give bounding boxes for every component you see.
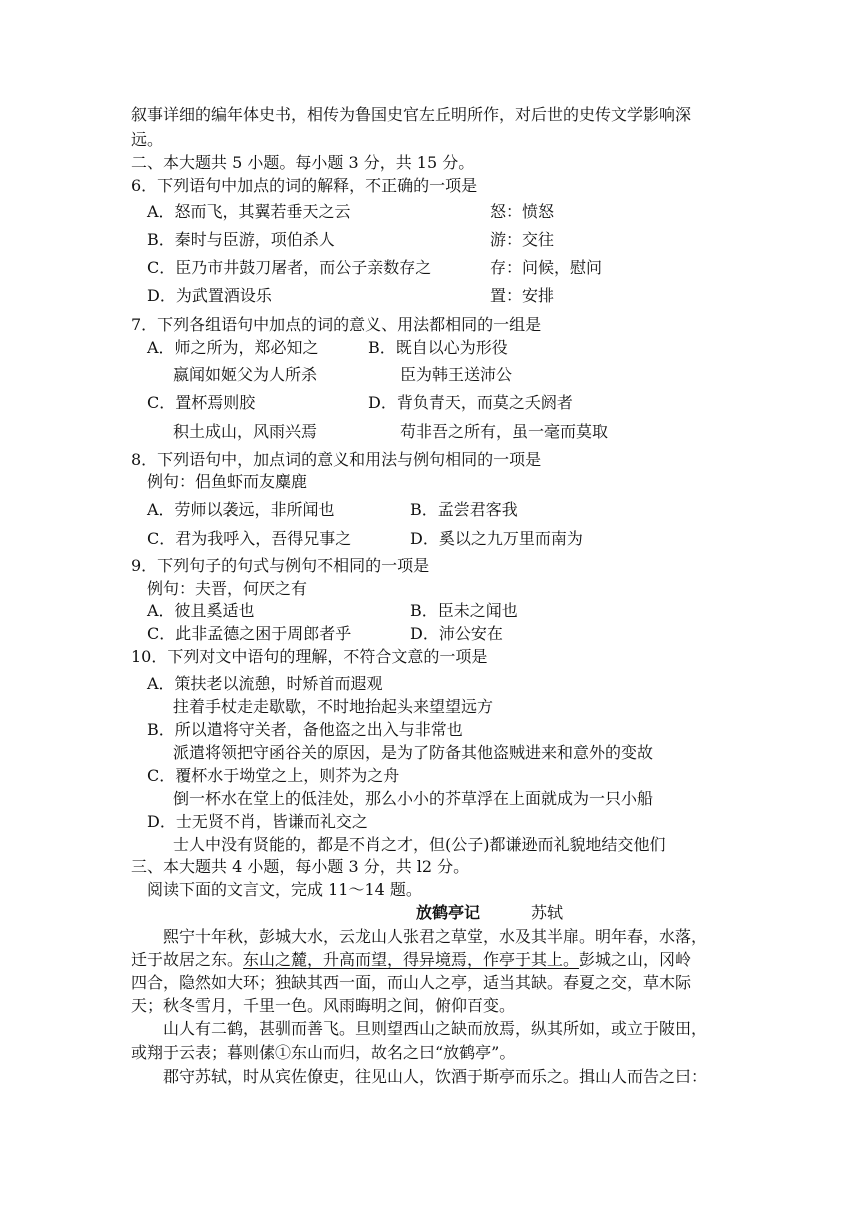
option-d: D．奚以之九万里而南为 <box>410 529 583 548</box>
passage-line: 熙宁十年秋，彭城大水，云龙山人张君之草堂，水及其半扉。明年春，水落， <box>163 927 708 946</box>
option-a: A．彼且奚适也 <box>147 601 255 620</box>
option-c-pair: 积土成山，风雨兴焉 <box>173 422 318 441</box>
question-stem: 7．下列各组语句中加点的词的意义、用法都相同的一组是 <box>131 315 542 334</box>
underlined-sentence: 东山之麓，升高而望，得异境焉，作亭于其上。 <box>243 950 580 969</box>
passage-line: 山人有二鹤，甚驯而善飞。旦则望西山之缺而放焉，纵其所如，或立于陂田， <box>163 1019 708 1038</box>
option-c: C．君为我呼入，吾得兄事之 <box>147 529 352 548</box>
question-stem: 9．下列句子的句式与例句不相同的一项是 <box>131 556 430 575</box>
option-a-gloss: 怒：愤怒 <box>490 202 555 221</box>
option-c: C．置杯焉则胶 <box>147 393 256 412</box>
passage-author: 苏轼 <box>531 903 564 922</box>
passage-line <box>131 949 691 971</box>
option-d: D．沛公安在 <box>410 624 503 643</box>
example-sentence: 例句：侣鱼虾而友麋鹿 <box>147 472 308 491</box>
passage-line: 或翔于云表；暮则傃①东山而归，故名之曰“放鹤亭”。 <box>131 1043 516 1062</box>
option-d-gloss: 置：安排 <box>490 286 555 305</box>
option-c-gloss: 存：问候，慰问 <box>490 258 603 277</box>
option-b-gloss: 游：交往 <box>490 230 555 249</box>
option-a-pair: 嬴闻如姬父为人所杀 <box>173 365 318 384</box>
section-header: 三、本大题共 4 小题，每小题 3 分，共 l2 分。 <box>131 857 470 876</box>
option-b: B．臣未之闻也 <box>410 601 518 620</box>
option-c-explanation: 倒一杯水在堂上的低洼处，那么小小的芥草浮在上面就成为一只小船 <box>173 789 654 808</box>
option-a: A．劳师以袭远，非所闻也 <box>147 500 335 519</box>
question-stem: 6．下列语句中加点的词的解释，不正确的一项是 <box>131 176 478 195</box>
option-b: B．秦时与臣游，项伯杀人 <box>147 230 335 249</box>
passage-line: 天；秋冬雪月，千里一色。风雨晦明之间，俯仰百变。 <box>131 996 516 1015</box>
intro-line: 远。 <box>131 130 164 149</box>
option-c: C．覆杯水于坳堂之上，则芥为之舟 <box>147 766 400 785</box>
option-c: C．此非孟德之困于周郎者乎 <box>147 624 352 643</box>
example-sentence: 例句：夫晋，何厌之有 <box>147 579 308 598</box>
section-header: 二、本大题共 5 小题。每小题 3 分，共 15 分。 <box>131 153 475 172</box>
passage-text: 彭城之山，冈岭 <box>579 950 692 969</box>
reading-instruction: 阅读下面的文言文，完成 11～14 题。 <box>147 880 422 899</box>
question-stem: 8．下列语句中，加点词的意义和用法与例句相同的一项是 <box>131 450 542 469</box>
option-a: A．策扶老以流憩，时矫首而遐观 <box>147 674 383 693</box>
option-d: D．背负青天，而莫之夭阏者 <box>368 393 573 412</box>
option-b-pair: 臣为韩王送沛公 <box>400 365 513 384</box>
option-a: A．师之所为，郑必知之 <box>147 338 319 357</box>
option-b: B．所以遣将守关者，备他盗之出入与非常也 <box>147 720 463 739</box>
option-a-explanation: 拄着手杖走走歇歇，不时地抬起头来望望远方 <box>173 697 494 716</box>
passage-text: 迁于故居之东。 <box>131 950 244 969</box>
option-d: D．士无贤不肖，皆谦而礼交之 <box>147 812 368 831</box>
intro-line: 叙事详细的编年体史书，相传为鲁国史官左丘明所作，对后世的史传文学影响深 <box>131 105 692 124</box>
option-b: B．既自以心为形役 <box>368 338 508 357</box>
option-d-pair: 苟非吾之所有，虽一毫而莫取 <box>400 422 609 441</box>
option-a: A．怒而飞，其翼若垂天之云 <box>147 202 351 221</box>
question-stem: 10．下列对文中语句的理解，不符合文意的一项是 <box>131 647 488 666</box>
option-c: C．臣乃市井鼓刀屠者，而公子亲数存之 <box>147 258 432 277</box>
option-d: D．为武置酒设乐 <box>147 286 272 305</box>
passage-title: 放鹤亭记 <box>416 903 481 922</box>
option-b: B．孟尝君客我 <box>410 500 518 519</box>
option-d-explanation: 士人中没有贤能的，都是不肖之才，但(公子)都谦逊而礼貌地结交他们 <box>173 835 666 854</box>
passage-line: 郡守苏轼，时从宾佐僚吏，往见山人，饮酒于斯亭而乐之。揖山人而告之曰： <box>163 1067 708 1086</box>
option-b-explanation: 派遣将领把守函谷关的原因，是为了防备其他盗贼进来和意外的变故 <box>173 743 654 762</box>
passage-line: 四合，隐然如大环；独缺其西一面，而山人之亭，适当其缺。春夏之交，草木际 <box>131 973 692 992</box>
